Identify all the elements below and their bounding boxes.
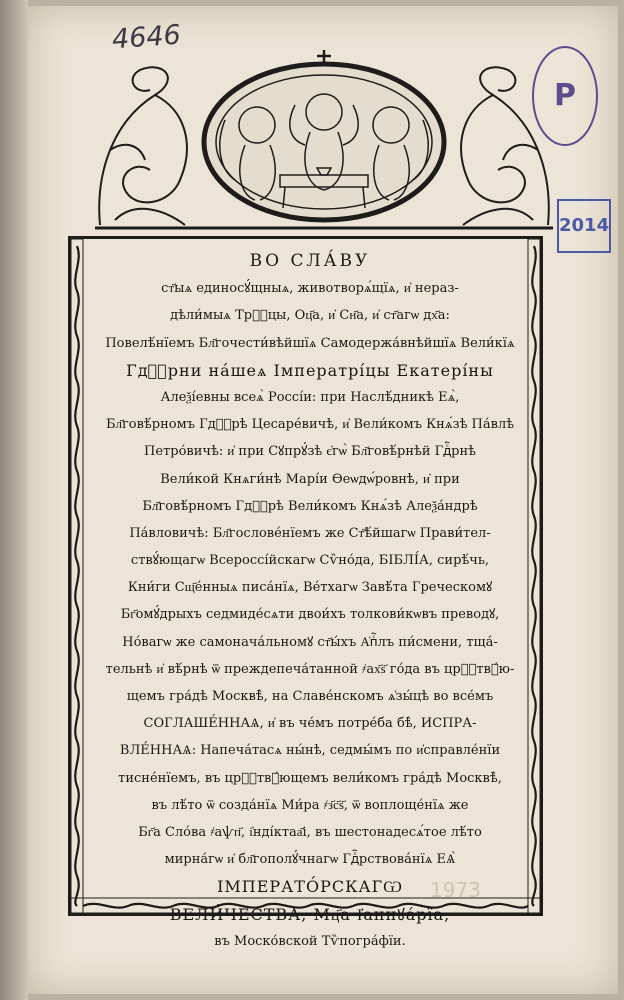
text-line-16: тельнѣ и҆ вѣ́рнѣ ѿ преждепеча́танной ҂ах҃ѕ҃ го́да въ црⷭ҇твꙋ́ю-: [105, 661, 515, 677]
faint-pencil-mark: 1973: [430, 878, 481, 902]
trinity-medallion: [204, 64, 444, 220]
catalog-number-stamp: 2014: [557, 199, 611, 253]
text-line-1: ВО СЛА́ВУ: [249, 251, 371, 271]
text-line-7: Бл҃говѣ́рномъ Гдⷭ҇рѣ Цесаре́вичѣ, и҆ Вели́комъ Кнѧ́зѣ Па́влѣ: [105, 417, 515, 433]
right-acanthus-scroll: [461, 67, 549, 225]
text-line-20: тисне́нїемъ, въ црⷭ҇твꙋ́ющемъ вели́комъ гра́дѣ Москвѣ̀,: [118, 770, 502, 786]
text-line-13: Кни́ги Сщ҃е́нныѧ писа́нїѧ, Ве́тхагѡ Завѣ́та Греческомꙋ: [127, 580, 493, 596]
text-line-8: Петро́вичѣ: и҆ при Сꙋпрꙋ́зѣ є҆гѡ̀ Бл҃говѣ́рнѣй Гдⷭ҇рнѣ: [144, 444, 476, 460]
text-line-10: Бл҃говѣ́рномъ Гдⷭ҇рѣ Вели́комъ Кнѧ́зѣ Алеѯа́ндрѣ: [142, 498, 478, 514]
text-line-2: ст҃ыѧ единосꙋ́щныѧ, животворѧ́щїѧ, и҆ нераз-: [161, 281, 459, 297]
title-page-text: [92, 248, 528, 955]
text-line-19: ВЛЕ́ННАѦ: Напеча́тасѧ ны́нѣ, седмы́мъ по и҆справле́нїи: [119, 743, 501, 759]
text-line-6: Алеѯі́евны всеѧ̀ Россі́и: при Наслѣ́дникѣ Еѧ̀,: [160, 389, 460, 405]
text-line-18: СОГЛАШЕ́ННАѦ, и҆ въ че́мъ потре́ба бѣ̀, ИСПРА-: [143, 716, 477, 732]
text-line-26: въ Моско́вской Тѷпогра́фїи.: [214, 933, 406, 949]
text-line-25: ВЕЛИ́ЧЕСТВА, Мц҃а І҆аннꙋа́рїа,: [169, 904, 451, 924]
text-line-12: ствꙋ́ющагѡ Всероссі́йскагѡ Сѷно́да, БІБЛІ́А, сирѣ́чь,: [130, 553, 490, 569]
text-line-5: Гдⷭ҇рни на́шеѧ Імператрі́цы Екатері́ны: [126, 360, 494, 380]
text-line-21: въ лѣ́то ѿ созда́нїѧ Ми́ра ҂з҃с҃ѕ҃, ѿ воплоще́нїѧ же: [151, 797, 469, 813]
text-line-24: ІМПЕРАТО́РСКАГѠ: [217, 877, 403, 897]
trinity-headpiece-engraving: [95, 50, 553, 230]
handwritten-inventory-number: 4646: [111, 19, 182, 56]
text-line-15: Но́вагѡ же самоначáльномꙋ ст҃ы́хъ А҆пⷭ҇лъ пи́смени, тща́-: [122, 634, 498, 650]
text-line-22: Бг҃а Сло́ва ҂аѱп҃, і҆нді́ктаа҃і, въ шестонадесѧ́тое лѣ́то: [138, 824, 482, 840]
left-acanthus-scroll: [99, 67, 187, 225]
text-line-23: мирна́гѡ и҆ бл҃гополꙋ́чнагѡ Гдⷭ҇рствова́нїѧ ЕѦ̀: [164, 852, 456, 868]
text-line-11: Па́вловичѣ: Бл҃гослове́нїемъ же Ст҃ѣ́йшагѡ Прави́тел-: [129, 525, 491, 541]
text-line-9: Вели́кой Кнѧги́нѣ Марі́и Ѳеѡдѡ́ровнѣ, и҆ при: [160, 471, 460, 487]
text-line-14: Бг҃омꙋ́дрыхъ седмиде́сѧти двои́хъ толкови́кѡвъ преводꙋ,: [120, 607, 500, 623]
text-line-3: дѣли́мыѧ Трⷪ҇цы, Оц҃а, и҆ Сн҃а, и҆ ст҃агѡ дх҃а:: [170, 308, 450, 324]
stamp-oval-letter: Р: [554, 78, 576, 113]
text-line-17: щемъ гра́дѣ Москвѣ̀, на Славе́нскомъ ѧ҆зы́цѣ во все́мъ: [126, 689, 494, 704]
right-vine: [532, 246, 535, 906]
text-line-4: Повелѣ́нїемъ Бл҃гочести́вѣйшїѧ Самодержа́внѣйшїѧ Вели́кїѧ: [105, 335, 515, 351]
left-vine: [75, 246, 78, 906]
book-spine-shadow: [0, 0, 28, 1000]
